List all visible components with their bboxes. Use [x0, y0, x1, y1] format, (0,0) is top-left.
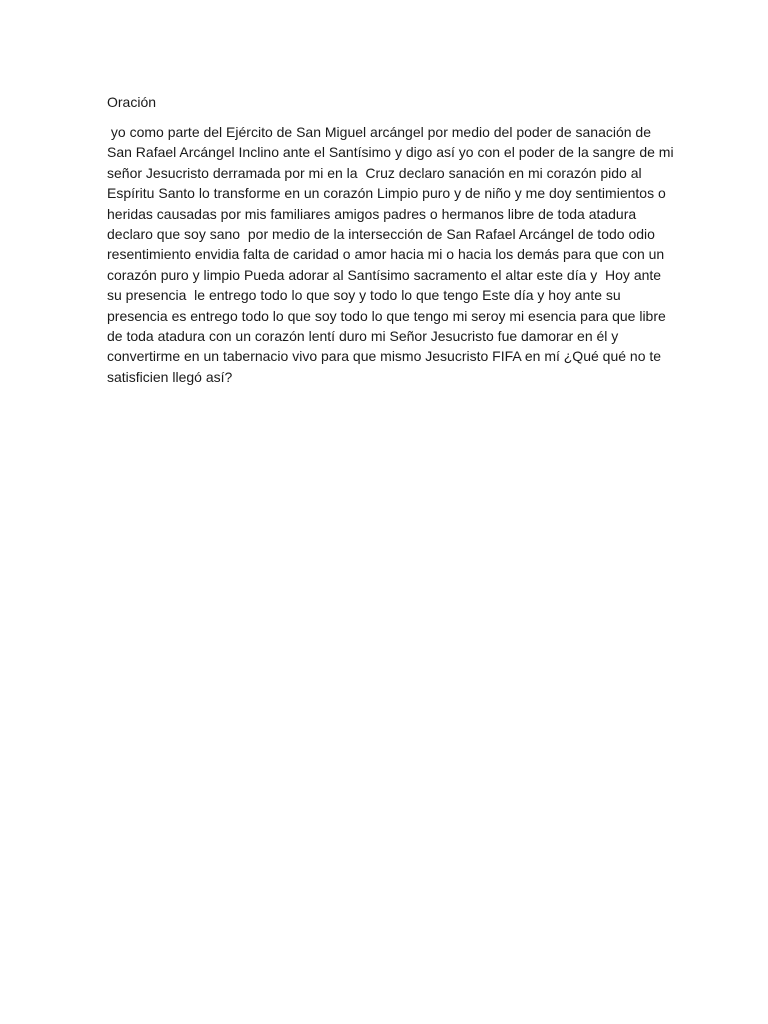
- body-line: señor Jesucristo derramada por mi en la Cruz declaro sanación en mi corazón pido al: [107, 164, 642, 181]
- body-line: de toda atadura con un corazón lentí duro mi Señor Jesucristo fue damorar en él y: [107, 328, 619, 345]
- body-line: convertirme en un tabernacio vivo para que mismo Jesucristo FIFA en mí ¿Qué qué no te: [107, 348, 662, 365]
- document-body: [107, 122, 674, 387]
- body-line: corazón puro y limpio Pueda adorar al Santísimo sacramento el altar este día y Hoy ante: [107, 266, 662, 283]
- body-line: San Rafael Arcángel Inclino ante el Santísimo y digo así yo con el poder de la sangre de mi: [107, 144, 674, 161]
- body-line: presencia es entrego todo lo que soy todo lo que tengo mi seroy mi esencia para que libre: [107, 307, 666, 324]
- body-line: resentimiento envidia falta de caridad o amor hacia mi o hacia los demás para que con un: [107, 246, 665, 263]
- body-line: Espíritu Santo lo transforme en un corazón Limpio puro y de niño y me doy sentimientos o: [107, 185, 666, 202]
- body-line: su presencia le entrego todo lo que soy y todo lo que tengo Este día y hoy ante su: [107, 287, 621, 304]
- body-line: declaro que soy sano por medio de la intersección de San Rafael Arcángel de todo odio: [107, 226, 655, 243]
- body-line: yo como parte del Ejército de San Miguel arcángel por medio del poder de sanación de: [107, 124, 651, 140]
- body-line: satisficien llegó así?: [107, 368, 233, 385]
- body-line: heridas causadas por mis familiares amigos padres o hermanos libre de toda atadura: [107, 205, 637, 222]
- document-title: Oración: [107, 94, 157, 110]
